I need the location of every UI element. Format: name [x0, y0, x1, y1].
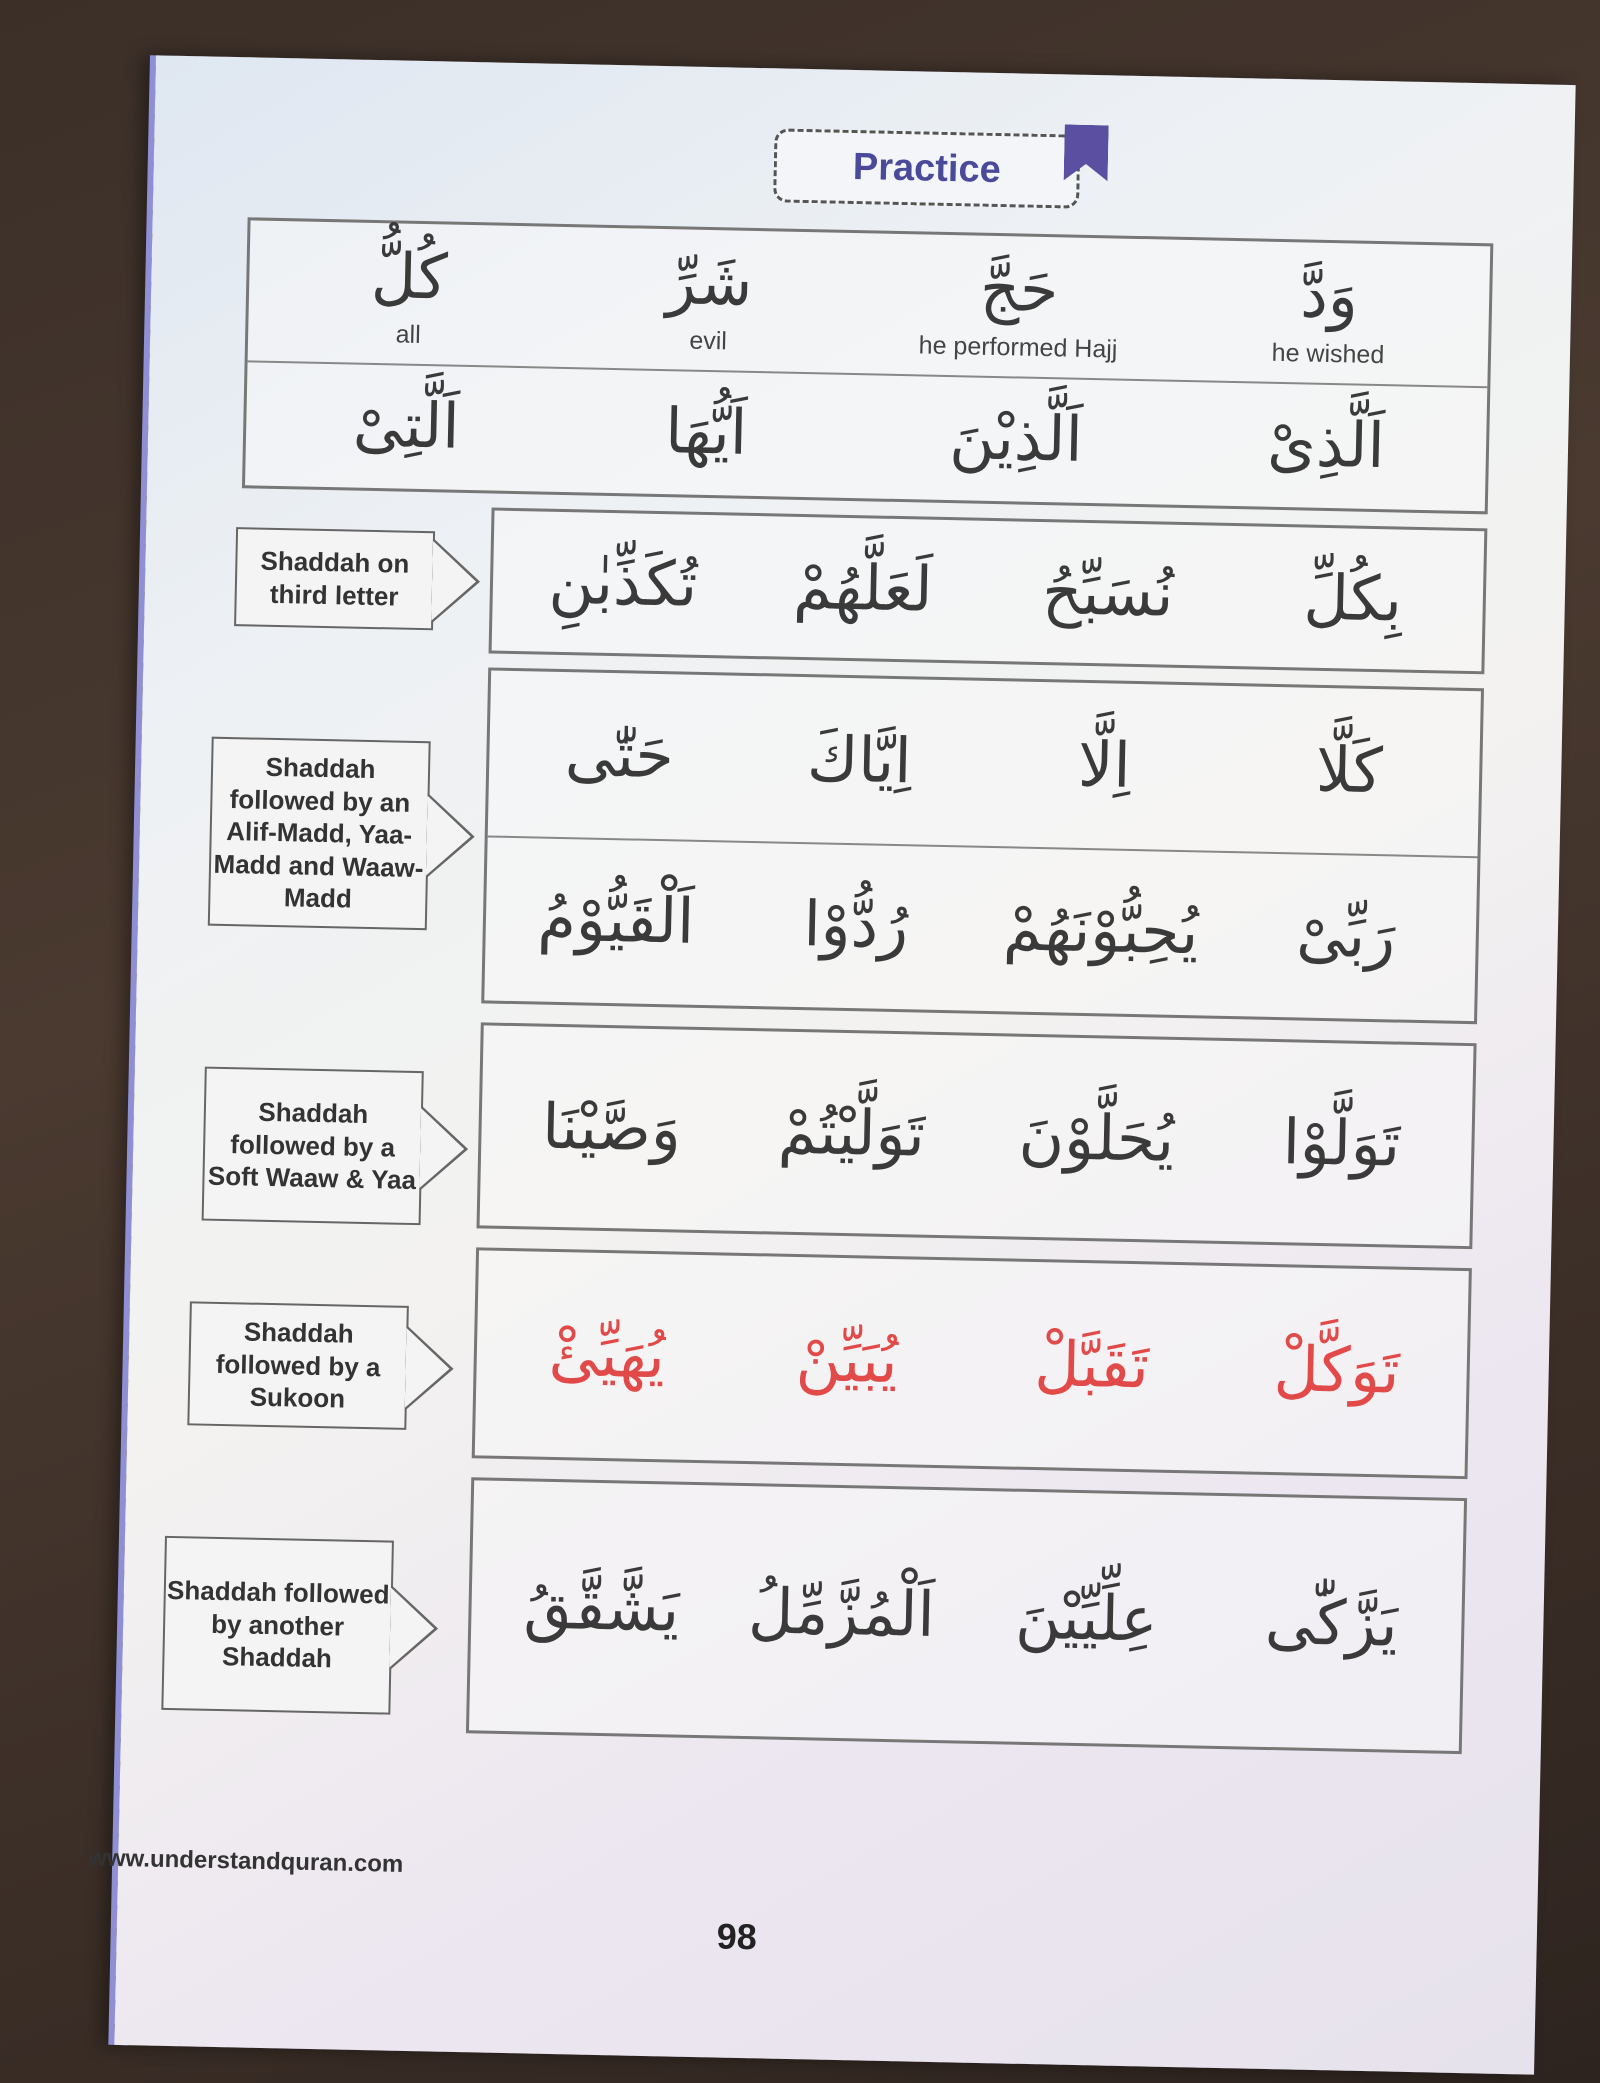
arabic-word: حَتّٰى: [564, 717, 675, 793]
arabic-word: يُهَيِّئْ: [547, 1317, 666, 1393]
arabic-word: بِكُلِّ: [1302, 560, 1403, 636]
arabic-word: رُدُّوْا: [802, 887, 910, 963]
word-cell: [498, 671, 741, 841]
arabic-word: اَلَّتِىْ: [352, 387, 461, 464]
vocab-cell: [1178, 250, 1481, 381]
arabic-word: اَلَّذِىْ: [1266, 407, 1386, 483]
word-cell: [742, 516, 985, 661]
arabic-word: لَعَلَّهُمْ: [792, 549, 934, 626]
word-cell: [494, 836, 737, 1006]
book-page: [87, 55, 1575, 2074]
vocab-box: [242, 217, 1493, 514]
group-label-text: Shaddah followed by an Alif-Madd, Yaa-Madd and Waaw-Madd: [213, 752, 424, 914]
word-cell: [738, 676, 981, 846]
page-number: 98: [716, 1915, 758, 1958]
arabic-word: كَلَّا: [1315, 733, 1384, 808]
group-label-text: Shaddah followed by a Sukoon: [215, 1316, 381, 1414]
arabic-word: اِلَّا: [1077, 728, 1132, 803]
word-cell: [964, 1491, 1209, 1746]
website-url: www.understandquran.com: [87, 1844, 404, 1878]
word-cell: [1219, 1041, 1463, 1246]
word-cell: [986, 521, 1229, 666]
word-cell: [970, 1261, 1214, 1471]
arabic-word: اَلْمُزَّمِّلُ: [747, 1574, 936, 1651]
group-label: [202, 1067, 424, 1226]
word-meaning: he performed Hajj: [918, 331, 1118, 364]
page-title: Practice: [773, 128, 1080, 208]
word-cell: [1215, 1266, 1459, 1476]
group-label: [187, 1301, 409, 1430]
practice-box: [472, 1247, 1472, 1479]
word-cell: [1231, 526, 1474, 671]
practice-header: [773, 118, 1095, 205]
group-label: [234, 527, 435, 630]
arabic-word: يَزَّكّٰى: [1264, 1584, 1399, 1661]
arabic-word: تَقَبَّلْ: [1033, 1327, 1150, 1403]
group-label-text: Shaddah followed by another Shaddah: [166, 1575, 390, 1674]
arabic-word: تُكَذِّبٰنِ: [548, 544, 699, 621]
word-cell: [979, 846, 1222, 1016]
arabic-word: يُبَيِّنْ: [795, 1322, 899, 1398]
word-cell: [265, 366, 547, 487]
vocab-cell: [868, 243, 1171, 374]
word-cell: [719, 1486, 964, 1741]
practice-box: [481, 667, 1484, 1024]
word-cell: [730, 1031, 974, 1236]
arabic-word: اِيَّاكَ: [806, 722, 913, 798]
arabic-word: تَوَكَّلْ: [1273, 1332, 1401, 1409]
group-label-text: Shaddah followed by a Soft Waaw & Yaa: [207, 1096, 417, 1196]
word-cell: [865, 378, 1167, 499]
word-cell: [485, 1251, 729, 1461]
word-cell: [1224, 851, 1467, 1021]
word-cell: [725, 1256, 969, 1466]
arabic-word: كُلُّ: [370, 238, 449, 314]
arabic-word: حَجَّ: [979, 251, 1060, 327]
word-cell: [479, 1481, 724, 1736]
bookmark-icon: [1064, 124, 1109, 181]
word-cell: [974, 1036, 1218, 1241]
word-cell: [1175, 385, 1477, 506]
word-meaning: all: [395, 320, 421, 350]
group-label-text: Shaddah on third letter: [260, 545, 410, 612]
word-cell: [555, 372, 857, 493]
arabic-word: اَلْقَيُّوْمُ: [536, 881, 696, 959]
arabic-word: وَدَّ: [1299, 258, 1359, 333]
arabic-word: يَشَّقَّقُ: [523, 1569, 681, 1646]
word-cell: [502, 511, 745, 656]
word-cell: [490, 1026, 734, 1231]
arabic-word: اَلَّذِيْنَ: [948, 400, 1084, 477]
arabic-word: عِلِّيِّيْنَ: [1014, 1579, 1159, 1656]
word-cell: [734, 841, 977, 1011]
word-meaning: evil: [689, 326, 728, 356]
arabic-word: اَيُّهَا: [664, 394, 748, 470]
arabic-word: يُحَلَّوْنَ: [1018, 1099, 1175, 1176]
arabic-word: يُحِبُّوْنَهُمْ: [1002, 891, 1200, 969]
practice-box: [476, 1022, 1476, 1249]
arabic-word: نُسَبِّحُ: [1041, 554, 1175, 631]
word-cell: [1228, 686, 1471, 856]
word-cell: [983, 681, 1226, 851]
arabic-word: شَرِّ: [665, 244, 754, 320]
practice-box: [489, 507, 1488, 674]
practice-box: [466, 1477, 1467, 1754]
arabic-word: وَصَّيْنَا: [541, 1089, 682, 1166]
arabic-word: رَبِّىْ: [1295, 897, 1397, 973]
vocab-cell: [558, 237, 861, 368]
arabic-word: تَوَلَّوْا: [1282, 1105, 1401, 1181]
vocab-cell: [268, 231, 551, 362]
group-label: [208, 737, 431, 931]
word-meaning: he wished: [1271, 338, 1385, 370]
word-cell: [1209, 1496, 1454, 1751]
group-label: [161, 1536, 394, 1715]
arabic-word: تَوَلَّيْتُمْ: [777, 1094, 926, 1171]
